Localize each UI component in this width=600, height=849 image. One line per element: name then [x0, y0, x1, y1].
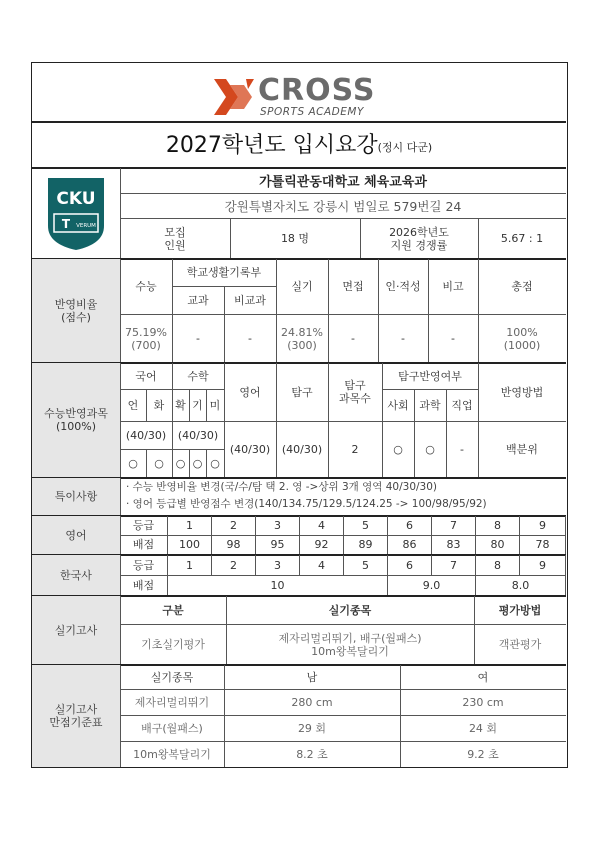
hdr-eval-method: 평가방법 [498, 603, 542, 617]
sub-k1: 언 [127, 398, 139, 412]
val-record-nonsubject: - [248, 332, 252, 345]
hdr-practical: 실기 [291, 280, 313, 293]
grade-cell: 5 [344, 555, 388, 575]
recruit-label: 모집 인원 [164, 225, 186, 252]
score-cell: 95 [256, 535, 300, 554]
standard-label: 실기고사 만점기준표 [32, 665, 120, 767]
notes-label: 특이사항 [32, 478, 120, 515]
val-inquiry-count: 2 [351, 442, 359, 456]
hdr-std-item: 실기종목 [150, 670, 194, 684]
grade-cell: 3 [256, 516, 300, 535]
score-cell: 86 [388, 535, 432, 554]
grade-cell: 1 [168, 555, 212, 575]
hdr-personality: 인·적성 [385, 280, 421, 293]
score-label: 배점 [120, 575, 168, 595]
cku-emblem-icon [44, 174, 108, 252]
note-item: · 수능 반영비율 변경(국/수/탐 택 2. 영 ->상위 3개 영역 40/30/30) [126, 481, 437, 493]
score-cell: 9.0 [388, 575, 476, 595]
sub-m3: 미 [209, 398, 221, 412]
score-cell: 100 [168, 535, 212, 554]
score-cell: 83 [432, 535, 476, 554]
hdr-female: 여 [477, 670, 489, 684]
grade-cell: 9 [520, 555, 566, 575]
hdr-inquiry: 탐구 [291, 385, 313, 399]
val-k1: ○ [128, 456, 138, 470]
admission-sheet [31, 62, 568, 768]
recruit-value: 18 명 [280, 232, 310, 245]
practical-label: 실기고사 [32, 596, 120, 664]
grade-cell: 9 [520, 516, 566, 535]
sub-science: 과학 [419, 398, 441, 412]
sub-job: 직업 [451, 398, 473, 412]
grade-cell: 5 [344, 516, 388, 535]
practical-method: 객관평가 [498, 638, 542, 651]
val-inquiry: (40/30) [281, 442, 323, 456]
val-k2: ○ [154, 456, 164, 470]
hdr-inquiry-field: 탐구반영여부 [398, 369, 462, 383]
note-item: · 영어 등급별 반영점수 변경(140/134.75/129.5/124.25 -> 100/98/95/92) [126, 498, 487, 510]
val-m2: ○ [192, 456, 203, 470]
val-english: (40/30) [229, 442, 271, 456]
english-label: 영어 [32, 516, 120, 554]
grade-cell: 3 [256, 555, 300, 575]
practical-kind: 기초실기평가 [141, 638, 205, 651]
val-other: - [451, 332, 455, 345]
std-female: 24 회 [468, 722, 498, 735]
val-korean: (40/30) [125, 428, 167, 442]
grade-label: 등급 [120, 516, 168, 535]
score-cell: 10 [168, 575, 388, 595]
grade-cell: 8 [476, 516, 520, 535]
sub-k2: 화 [153, 398, 165, 412]
hdr-record-nonsubject: 비교과 [234, 293, 266, 307]
hdr-korean: 국어 [135, 369, 157, 383]
practical-items: 제자리멀리뛰기, 배구(월패스) 10m왕복달리기 [278, 631, 422, 658]
score-cell: 80 [476, 535, 520, 554]
hdr-total: 총점 [511, 280, 533, 293]
hdr-math: 수학 [187, 369, 209, 383]
grade-cell: 2 [212, 516, 256, 535]
notes-list [126, 479, 566, 513]
grade-cell: 7 [432, 516, 476, 535]
svg-text:CKU: CKU [56, 189, 96, 209]
hdr-items: 실기종목 [328, 603, 372, 617]
sub-m1: 확 [175, 398, 186, 412]
val-science: ○ [425, 442, 435, 456]
english-grade-table [120, 516, 566, 554]
grade-cell: 8 [476, 555, 520, 575]
val-suneung: 75.19% (700) [125, 325, 167, 352]
logo-tagline: SPORTS ACADEMY [260, 106, 364, 118]
std-male: 29 회 [297, 722, 327, 735]
sub-m2: 기 [192, 398, 203, 412]
val-total: 100% (1000) [503, 325, 541, 352]
svg-text:VERUM: VERUM [76, 223, 96, 229]
val-method: 백분위 [506, 442, 538, 456]
hdr-record-subject: 교과 [187, 293, 209, 307]
val-m3: ○ [210, 456, 220, 470]
hdr-male: 남 [306, 670, 318, 684]
sub-social: 사회 [387, 398, 409, 412]
school-name: 가톨릭관동대학교 체육교육과 [259, 175, 427, 190]
title-main: 2027학년도 입시요강 [165, 133, 378, 158]
history-grade-table [120, 555, 566, 595]
grade-cell: 4 [300, 555, 344, 575]
grade-cell: 2 [212, 555, 256, 575]
history-label: 한국사 [32, 555, 120, 595]
val-practical: 24.81% (300) [281, 325, 323, 352]
logo-brand: CROSS [258, 73, 376, 108]
score-cell: 8.0 [476, 575, 566, 595]
grade-cell: 1 [168, 516, 212, 535]
score-cell: 89 [344, 535, 388, 554]
hdr-other: 비고 [442, 280, 464, 293]
std-item: 10m왕복달리기 [133, 748, 211, 761]
val-personality: - [401, 332, 405, 345]
score-cell: 92 [300, 535, 344, 554]
ratio-value: 5.67 : 1 [500, 232, 544, 245]
suneung-label: 수능반영과목 (100%) [32, 363, 120, 477]
hdr-english: 영어 [239, 385, 261, 399]
grade-cell: 6 [388, 555, 432, 575]
school-address: 강원특별자치도 강릉시 범일로 579번길 24 [224, 199, 462, 214]
grade-cell: 4 [300, 516, 344, 535]
val-math: (40/30) [177, 428, 219, 442]
hdr-inquiry-count: 탐구 과목수 [339, 379, 371, 405]
score-cell: 98 [212, 535, 256, 554]
val-record-subject: - [196, 332, 200, 345]
grade-cell: 6 [388, 516, 432, 535]
hdr-kind: 구분 [162, 603, 184, 617]
std-male: 280 cm [291, 696, 333, 709]
val-job: - [460, 442, 464, 456]
grade-label: 등급 [120, 555, 168, 575]
val-interview: - [351, 332, 355, 345]
svg-text:T: T [61, 217, 71, 231]
grade-cell: 7 [432, 555, 476, 575]
hdr-record: 학교생활기록부 [186, 266, 262, 279]
std-female: 230 cm [462, 696, 504, 709]
page-title [32, 121, 566, 166]
std-item: 제자리멀리뛰기 [134, 696, 210, 709]
hdr-method: 반영방법 [500, 385, 544, 399]
weights-label: 반영비율 (점수) [32, 259, 120, 362]
title-sub: (정시 다군) [377, 140, 433, 154]
val-social: ○ [393, 442, 403, 456]
score-cell: 78 [520, 535, 566, 554]
std-female: 9.2 초 [467, 748, 499, 761]
school-emblem [32, 168, 120, 258]
std-male: 8.2 초 [296, 748, 328, 761]
val-m1: ○ [175, 456, 186, 470]
ratio-label: 2026학년도 지원 경쟁률 [389, 225, 449, 252]
std-item: 배구(월패스) [141, 722, 203, 735]
score-label: 배점 [120, 535, 168, 554]
cross-logo [210, 75, 390, 121]
hdr-interview: 면접 [342, 280, 364, 293]
hdr-suneung: 수능 [135, 280, 157, 293]
